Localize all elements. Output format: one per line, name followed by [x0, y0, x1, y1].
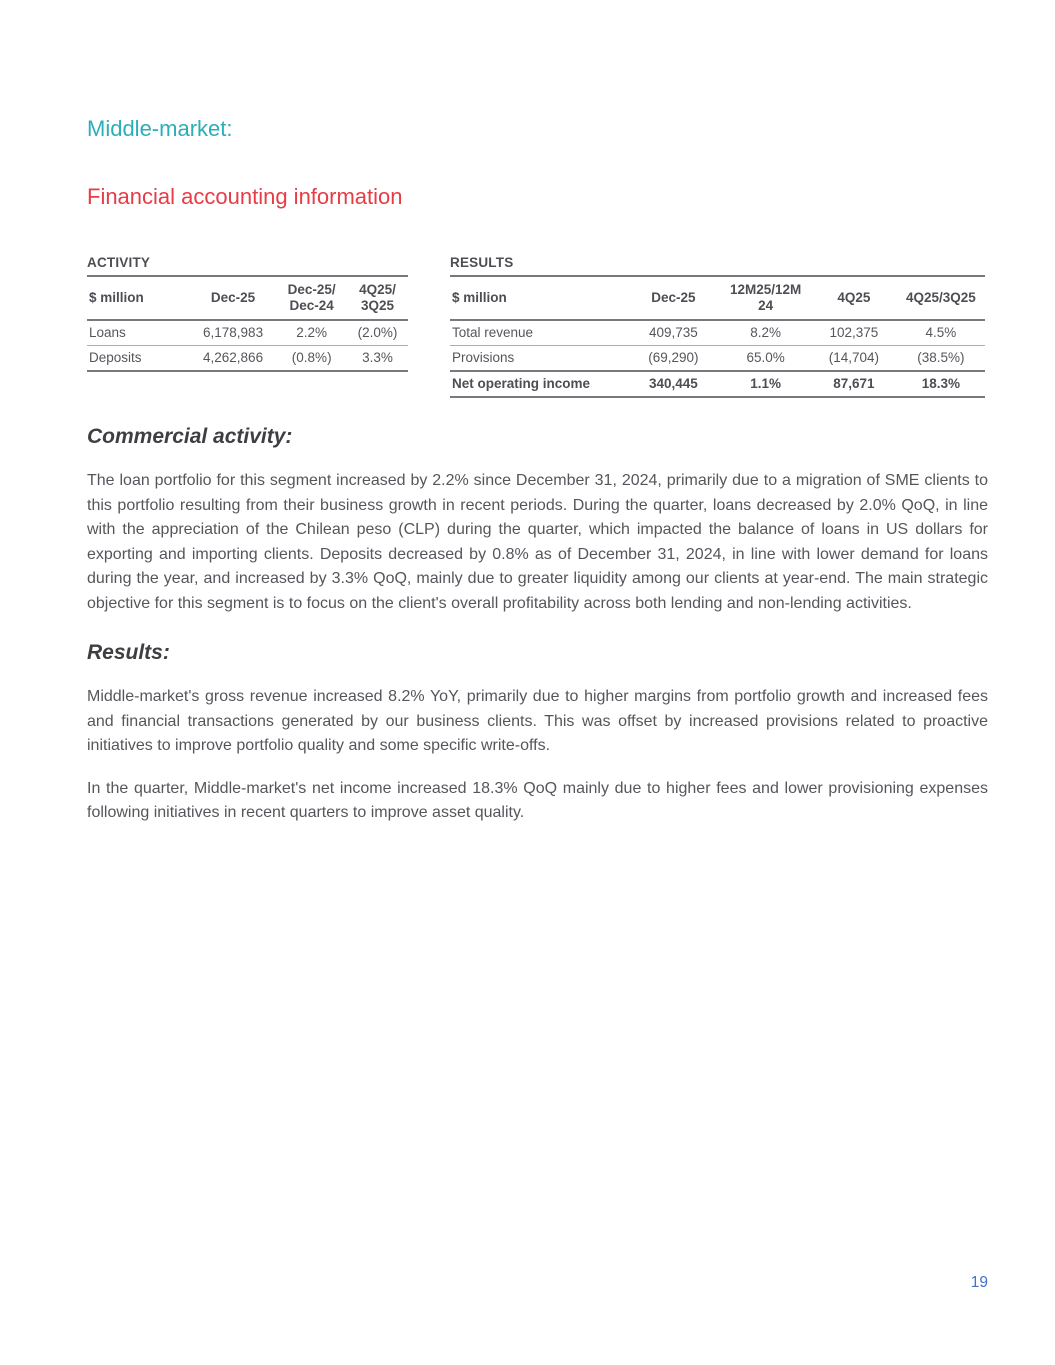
- row-label: Loans: [87, 320, 190, 346]
- table-row: [450, 346, 985, 372]
- tables-row: [87, 255, 988, 398]
- section-subtitle: Financial accounting information: [87, 184, 403, 209]
- table-cell: 2.2%: [276, 320, 347, 346]
- page-content: [87, 116, 988, 826]
- activity-header-row: [87, 276, 408, 320]
- row-label: Provisions: [450, 346, 627, 372]
- column-header: Dec-25: [190, 276, 277, 320]
- results-table-title: RESULTS: [450, 255, 514, 270]
- row-label: Deposits: [87, 346, 190, 372]
- column-header: 12M25/12M 24: [720, 276, 811, 320]
- column-header: $ million: [87, 276, 190, 320]
- table-cell: 65.0%: [720, 346, 811, 372]
- table-cell: 18.3%: [897, 371, 985, 397]
- results-heading: Results:: [87, 641, 170, 664]
- column-header: $ million: [450, 276, 627, 320]
- table-row: [87, 320, 408, 346]
- column-header: Dec-25: [627, 276, 721, 320]
- results-table: [450, 275, 985, 398]
- table-cell: 1.1%: [720, 371, 811, 397]
- table-cell: 87,671: [811, 371, 897, 397]
- table-cell: 3.3%: [347, 346, 408, 372]
- results-paragraph-2: In the quarter, Middle-market's net income increased 18.3% QoQ mainly due to higher fees and lower provisioning expenses following initiatives in recent quarters to improve asset quality.: [87, 779, 988, 821]
- commercial-activity-heading: Commercial activity:: [87, 425, 293, 448]
- segment-title: Middle-market:: [87, 116, 233, 141]
- table-row-total: [450, 371, 985, 397]
- results-header-row: [450, 276, 985, 320]
- activity-table-title: ACTIVITY: [87, 255, 151, 270]
- column-header: Dec-25/ Dec-24: [276, 276, 347, 320]
- table-cell: 6,178,983: [190, 320, 277, 346]
- table-cell: 409,735: [627, 320, 721, 346]
- table-cell: (69,290): [627, 346, 721, 372]
- results-table-block: [450, 255, 985, 398]
- table-cell: (14,704): [811, 346, 897, 372]
- activity-table: [87, 275, 408, 372]
- table-cell: (38.5%): [897, 346, 985, 372]
- table-cell: (2.0%): [347, 320, 408, 346]
- results-paragraph-1: Middle-market's gross revenue increased 8.2% YoY, primarily due to higher margins from portfolio growth and increased fees and financial transactions generated by our business clients. This was offset by increased provisions related to proactive initiatives to improve portfolio quality and some specific write-offs.: [87, 688, 988, 754]
- table-cell: 8.2%: [720, 320, 811, 346]
- row-label: Total revenue: [450, 320, 627, 346]
- row-label: Net operating income: [450, 371, 627, 397]
- column-header: 4Q25/ 3Q25: [347, 276, 408, 320]
- table-cell: 4.5%: [897, 320, 985, 346]
- table-row: [450, 320, 985, 346]
- table-cell: (0.8%): [276, 346, 347, 372]
- table-cell: 102,375: [811, 320, 897, 346]
- column-header: 4Q25: [811, 276, 897, 320]
- page-number: 19: [970, 1274, 988, 1291]
- commercial-activity-paragraph: The loan portfolio for this segment increased by 2.2% since December 31, 2024, primarily due to a migration of SME clients to this portfolio resulting from their business growth in recent periods. During the quarter, loans decreased by 2.0% QoQ, in line with the appreciation of the Chilean peso (CLP) during the quarter, which impacted the balance of loans in US dollars for exporting and importing clients. Deposits decreased by 0.8% as of December 31, 2024, in line with lower demand for loans during the year, and increased by 3.3% QoQ, mainly due to greater liquidity among our clients at year-end. The main strategic objective for this segment is to focus on the client's overall profitability across both lending and non-lending activities.: [87, 472, 988, 612]
- table-cell: 4,262,866: [190, 346, 277, 372]
- table-cell: 340,445: [627, 371, 721, 397]
- column-header: 4Q25/3Q25: [897, 276, 985, 320]
- table-row: [87, 346, 408, 372]
- activity-table-block: [87, 255, 408, 372]
